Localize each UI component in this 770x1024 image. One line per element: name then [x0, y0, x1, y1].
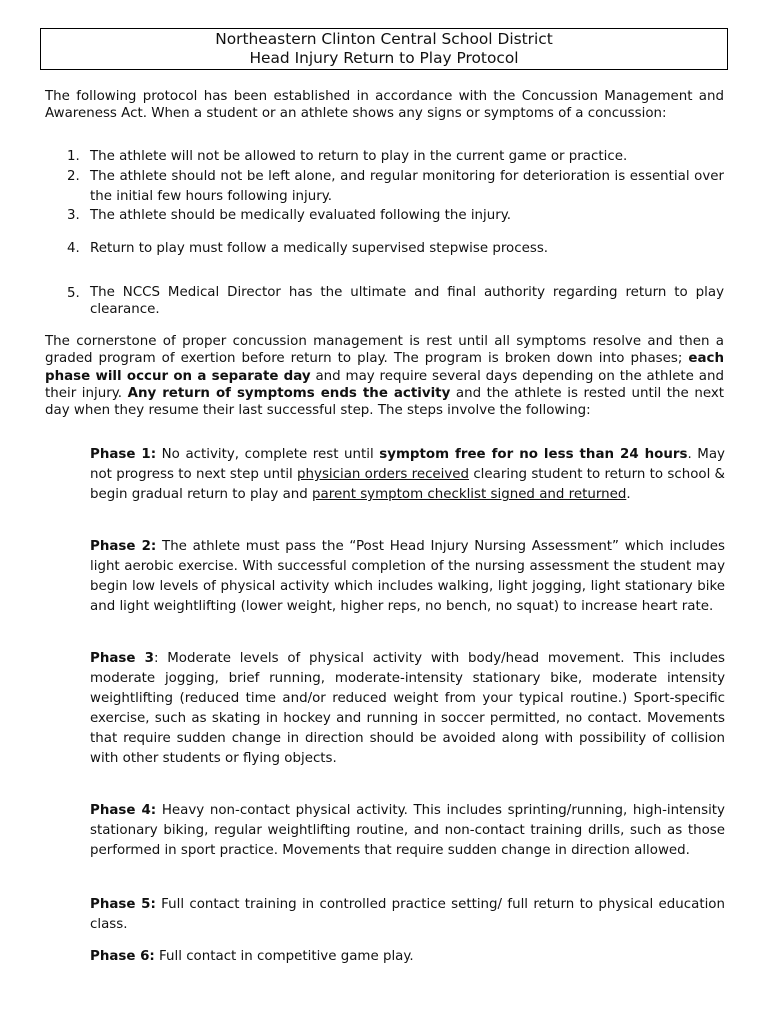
list-number: 5.	[67, 286, 80, 301]
phase-text: .	[626, 487, 631, 503]
district-name: Northeastern Clinton Central School District	[215, 30, 553, 48]
list-text: The athlete will not be allowed to return to play in the current game or practice.	[90, 149, 628, 164]
intro-paragraph: The following protocol has been established in accordance with the Concussion Management and Awareness Act. When a student or an athlete shows any signs or symptoms of a concussion:	[45, 89, 724, 122]
phase-6	[90, 947, 725, 967]
list-text: Return to play must follow a medically supervised stepwise process.	[90, 241, 549, 256]
phase-text: Full contact training in controlled practice setting/ full return to physical education class.	[90, 897, 725, 933]
cornerstone-emphasis: Any return of symptoms ends the activity	[127, 385, 451, 401]
cornerstone-text: and the athlete is rested until the next day when they resume their last successful step. The steps involve the following:	[45, 385, 724, 419]
phase-4	[90, 801, 725, 861]
phase-2	[90, 537, 725, 617]
phase-text: No activity, complete rest until	[156, 447, 380, 462]
phase-text: Heavy non-contact physical activity. This includes sprinting/running, high-intensity stationary biking, regular weightlifting routine, and non-contact training drills, such as those performed in sport practice. Movements that require sudden change in direction allowed.	[90, 803, 725, 859]
phase-label: Phase 6:	[90, 949, 155, 964]
phase-5	[90, 895, 725, 935]
phase-text: The athlete must pass the “Post Head Injury Nursing Assessment” which includes light aerobic exercise. With successful completion of the nursing assessment the student may begin low levels of physical activity which includes walking, light jogging, light stationary bike and light weightlifting (lower weight, higher reps, no bench, no squat) to increase heart rate.	[90, 539, 725, 615]
list-text: The athlete should not be left alone, and regular monitoring for deterioration is essential over the initial few hours following injury.	[90, 169, 724, 204]
list-number: 4.	[67, 241, 80, 256]
cornerstone-emphasis: each phase will occur on a separate day	[45, 351, 724, 384]
protocol-title: Head Injury Return to Play Protocol	[249, 49, 519, 67]
phase-label: Phase 2:	[90, 539, 157, 554]
cornerstone-text: and may require several days depending on the athlete and their injury.	[45, 368, 724, 401]
phase-text: . May not progress to next step until	[90, 447, 725, 483]
cornerstone-text: The cornerstone of proper concussion management is rest until all symptoms resolve and then a graded program of exertion before return to play. The program is broken down into phases;	[45, 334, 724, 367]
list-item	[45, 284, 724, 318]
phase-label: Phase 3	[90, 651, 154, 666]
phase-1	[90, 445, 725, 505]
list-number: 2.	[67, 169, 80, 184]
list-text: The NCCS Medical Director has the ultimate and final authority regarding return to play clearance.	[90, 285, 724, 317]
phase-underline: physician orders received	[297, 467, 470, 483]
phase-emphasis: symptom free for no less than 24 hours	[379, 447, 688, 462]
list-item	[45, 167, 724, 206]
list-item	[45, 239, 724, 259]
list-item	[45, 147, 724, 167]
phase-text: clearing student to return to school & begin gradual return to play and	[90, 467, 726, 503]
phase-underline: parent symptom checklist signed and returned	[312, 487, 627, 503]
phase-text: : Moderate levels of physical activity with body/head movement. This includes moderate jogging, brief running, moderate-intensity stationary bike, moderate intensity weightlifting (reduced time and/or reduced weight from your typical routine.) Sport-specific exercise, such as skating in hockey and running in soccer permitted, no contact. Movements that require sudden change in direction should be avoided along with possibility of collision with other students or flying objects.	[90, 651, 725, 767]
phase-text: Full contact in competitive game play.	[154, 949, 414, 964]
phase-label: Phase 4:	[90, 803, 157, 818]
phase-3	[90, 649, 725, 770]
phase-label: Phase 1:	[90, 447, 157, 462]
cornerstone-paragraph	[45, 333, 724, 419]
list-item	[45, 206, 724, 226]
phase-label: Phase 5:	[90, 897, 156, 912]
list-number: 1.	[67, 149, 80, 164]
list-text: The athlete should be medically evaluated following the injury.	[90, 208, 512, 223]
title-box	[40, 28, 728, 70]
list-number: 3.	[67, 208, 80, 223]
